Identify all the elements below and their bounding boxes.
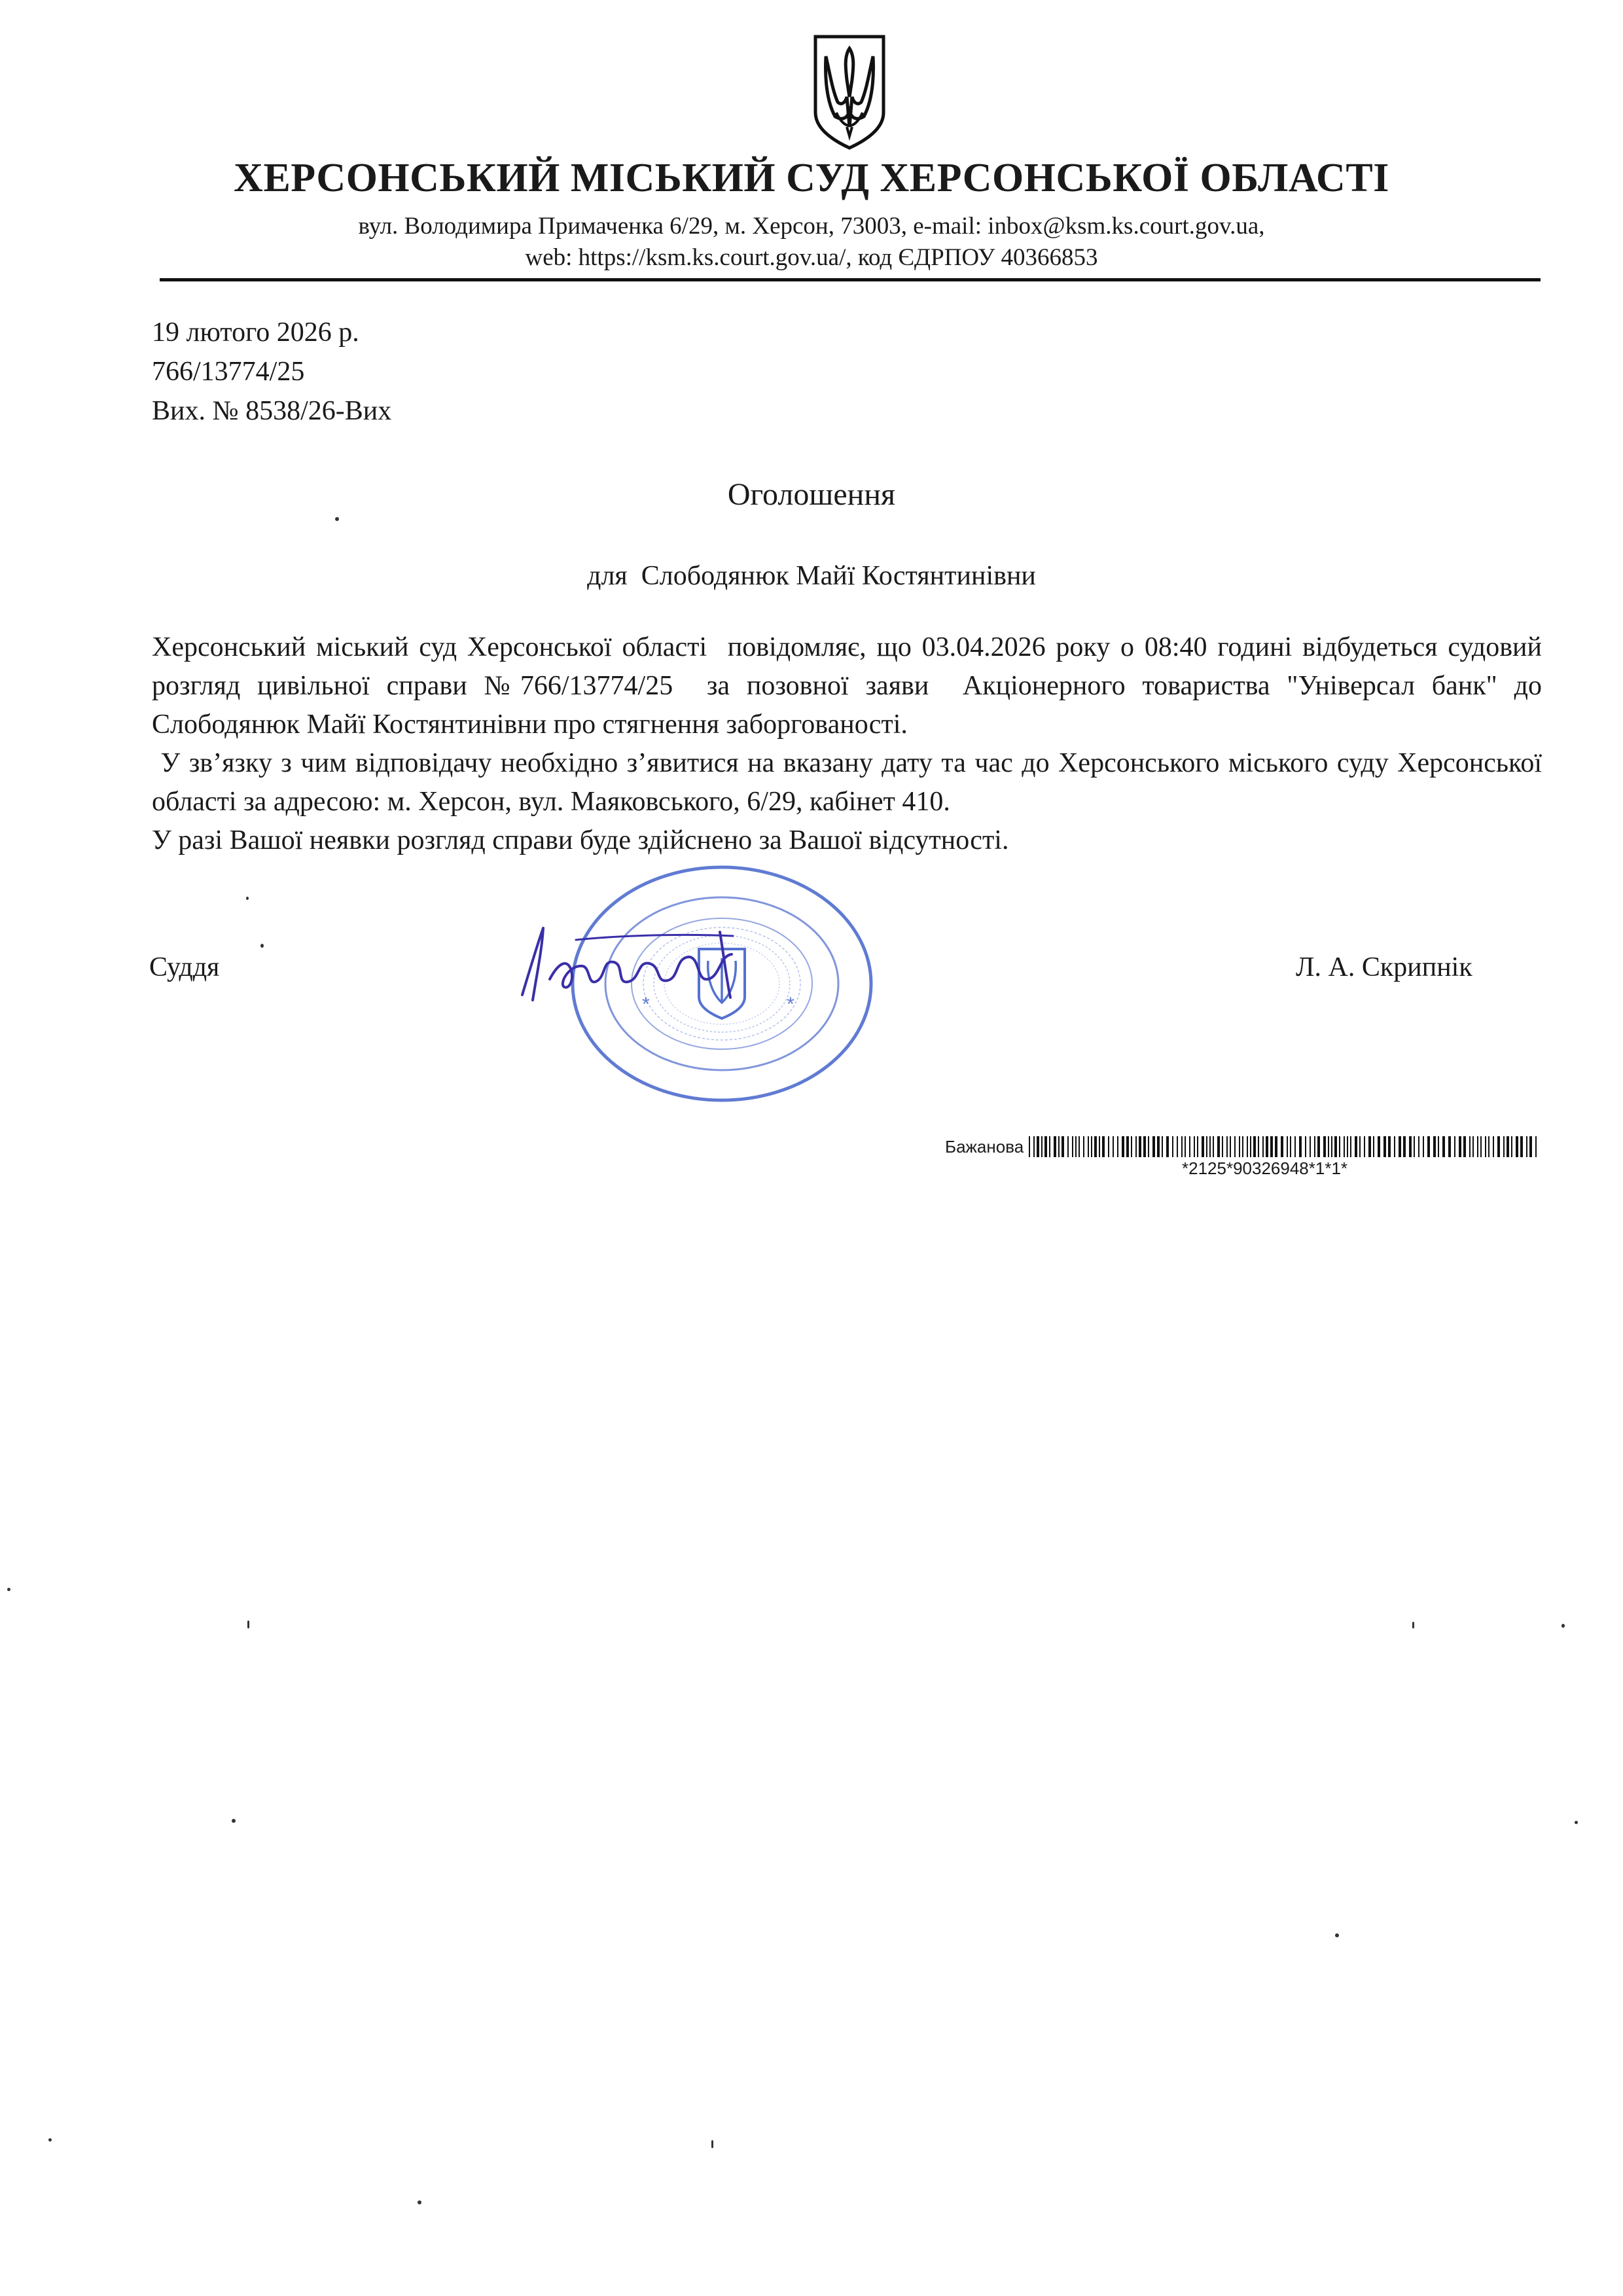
barcode-bar — [1516, 1136, 1518, 1157]
barcode-bar — [1427, 1136, 1430, 1157]
barcode-bar — [1281, 1136, 1283, 1157]
barcode-bar — [1529, 1136, 1532, 1157]
court-website: web: https://ksm.ks.court.gov.ua/, код ЄДРПОУ 40366853 — [525, 244, 1098, 271]
barcode-bar — [1189, 1136, 1190, 1157]
barcode-bar — [1344, 1136, 1345, 1157]
court-name: ХЕРСОНСЬКИЙ МІСЬКИЙ СУД ХЕРСОНСЬКОЇ ОБЛАСТІ — [234, 156, 1389, 200]
barcode-bar — [1262, 1136, 1264, 1157]
scan-speck — [418, 2200, 421, 2204]
barcode-bar — [1166, 1136, 1169, 1157]
barcode-bar — [1477, 1136, 1478, 1157]
judge-signature — [504, 916, 766, 1008]
barcode-bar — [1209, 1136, 1211, 1157]
barcode-bar — [1472, 1136, 1474, 1157]
barcode-bar — [1299, 1136, 1302, 1157]
barcode-bar — [1131, 1136, 1132, 1157]
barcode-bar — [1394, 1136, 1395, 1157]
barcode-bar — [1488, 1136, 1489, 1157]
barcode-owner-label: Бажанова — [945, 1137, 1024, 1157]
scan-speck — [1335, 1933, 1339, 1937]
barcode-bar — [1328, 1136, 1329, 1157]
barcode-bar — [1526, 1136, 1527, 1157]
barcode-bar — [1350, 1136, 1351, 1157]
barcode-bar — [1507, 1136, 1509, 1157]
barcode-bar — [1213, 1136, 1214, 1157]
announcement-body — [152, 628, 1549, 860]
barcode-bar — [1535, 1136, 1537, 1157]
barcode-bar — [1162, 1136, 1163, 1157]
announcement-recipient: для Слободянюк Майї Костянтинівни — [587, 561, 1036, 591]
barcode-bar — [1511, 1136, 1512, 1157]
barcode-bar — [1459, 1136, 1461, 1157]
barcode-bar — [1442, 1136, 1445, 1157]
barcode-bar — [1122, 1136, 1124, 1157]
barcode-bar — [1091, 1136, 1092, 1157]
barcode-bar — [1194, 1136, 1195, 1157]
barcode-bar — [1253, 1136, 1256, 1157]
barcode-bar — [1310, 1136, 1311, 1157]
barcode-bar — [1152, 1136, 1155, 1157]
court-address: вул. Володимира Примаченка 6/29, м. Херсон, 73003, e-mail: inbox@ksm.ks.court.gov.ua, — [358, 213, 1265, 240]
appearance-paragraph: У зв’язку з чим відповідачу необхідно з’явитися на вказану дату та час до Херсонського міського суду Херсонської області за адресою: м. Херсон, вул. Маяковського, 6/29, кабінет 410. — [152, 748, 1549, 817]
barcode-bar — [1226, 1136, 1228, 1157]
barcode-bar — [1305, 1136, 1306, 1157]
barcode-bar — [1409, 1136, 1412, 1157]
barcode-bar — [1331, 1136, 1332, 1157]
barcode-bar — [1033, 1136, 1035, 1157]
barcode-bar — [1418, 1136, 1419, 1157]
judge-role-label: Суддя — [149, 952, 220, 982]
barcode-bar — [1403, 1136, 1406, 1157]
barcode-bar — [1383, 1136, 1386, 1157]
scan-speck — [246, 897, 249, 900]
barcode-bar — [1378, 1136, 1380, 1157]
barcode-bar — [1075, 1136, 1077, 1157]
barcode-bar — [1314, 1136, 1315, 1157]
case-number: 766/13774/25 — [152, 357, 305, 387]
scan-speck — [711, 2140, 713, 2148]
barcode-bar — [1290, 1136, 1291, 1157]
barcode-bar — [1469, 1136, 1471, 1157]
barcode-bar — [1126, 1136, 1129, 1157]
barcode-bar — [1135, 1136, 1137, 1157]
barcode-bar — [1250, 1136, 1251, 1157]
barcode-bar — [1497, 1136, 1500, 1157]
barcode-bar — [1177, 1136, 1178, 1157]
barcode-bar — [1185, 1136, 1186, 1157]
announcement-title: Оголошення — [727, 477, 896, 512]
barcode-bar — [1388, 1136, 1391, 1157]
barcode-bar — [1094, 1136, 1097, 1157]
barcode-bar — [1157, 1136, 1160, 1157]
barcode-bar — [1323, 1136, 1326, 1157]
barcode-bar — [1463, 1136, 1466, 1157]
barcode-bar — [1503, 1136, 1505, 1157]
barcode-bar — [1234, 1136, 1236, 1157]
barcode-bar — [1061, 1136, 1064, 1157]
barcode-bar — [1083, 1136, 1084, 1157]
barcode-number: *2125*90326948*1*1* — [1182, 1158, 1348, 1178]
svg-text:*: * — [642, 994, 650, 1015]
barcode-bar — [1202, 1136, 1204, 1157]
barcode-bar — [1239, 1136, 1240, 1157]
barcode-bar — [1294, 1136, 1296, 1157]
scan-speck — [48, 2138, 52, 2142]
barcode-bar — [1172, 1136, 1173, 1157]
barcode-bar — [1230, 1136, 1231, 1157]
document-date: 19 лютого 2026 р. — [152, 317, 359, 348]
barcode-bar — [1102, 1136, 1105, 1157]
barcode-bar — [1148, 1136, 1149, 1157]
header-divider — [160, 278, 1541, 281]
trident-coat-of-arms-icon — [810, 34, 889, 151]
barcode-bar — [1099, 1136, 1100, 1157]
barcode-bar — [1117, 1136, 1118, 1157]
absence-paragraph: У разі Вашої неявки розгляд справи буде здійснено за Вашої відсутності. — [152, 825, 1009, 855]
barcode-bar — [1414, 1136, 1415, 1157]
barcode-bar — [1079, 1136, 1080, 1157]
barcode-bar — [1247, 1136, 1248, 1157]
barcode-bar — [1108, 1136, 1109, 1157]
scan-speck — [260, 944, 264, 948]
scan-speck — [7, 1588, 10, 1591]
barcode-bar — [1270, 1136, 1273, 1157]
barcode-bar — [1072, 1136, 1073, 1157]
barcode-bar — [1448, 1136, 1451, 1157]
barcode-bar — [1339, 1136, 1340, 1157]
barcode-bar — [1317, 1136, 1320, 1157]
scan-speck — [232, 1819, 236, 1823]
barcode-bar — [1520, 1136, 1523, 1157]
barcode-bar — [1266, 1136, 1268, 1157]
barcode-bar — [1054, 1136, 1056, 1157]
document-barcode — [1029, 1136, 1539, 1157]
barcode-bar — [1143, 1136, 1146, 1157]
barcode-bar — [1454, 1136, 1455, 1157]
barcode-bar — [1364, 1136, 1365, 1157]
barcode-bar — [1275, 1136, 1277, 1157]
barcode-bar — [1058, 1136, 1060, 1157]
barcode-bar — [1399, 1136, 1401, 1157]
barcode-bar — [1041, 1136, 1043, 1157]
barcode-bar — [1485, 1136, 1486, 1157]
barcode-bar — [1037, 1136, 1039, 1157]
barcode-bar — [1423, 1136, 1424, 1157]
scan-speck — [335, 517, 339, 521]
scan-speck — [1575, 1821, 1578, 1824]
judge-name: Л. А. Скрипнік — [1296, 952, 1472, 982]
barcode-bar — [1258, 1136, 1259, 1157]
svg-text:*: * — [787, 994, 794, 1015]
barcode-bar — [1287, 1136, 1288, 1157]
barcode-bar — [1113, 1136, 1114, 1157]
barcode-bar — [1206, 1136, 1207, 1157]
barcode-bar — [1368, 1136, 1371, 1157]
barcode-bar — [1181, 1136, 1183, 1157]
barcode-bar — [1355, 1136, 1357, 1157]
outgoing-number: Вих. № 8538/26-Вих — [152, 396, 392, 426]
scan-speck — [247, 1621, 249, 1628]
barcode-bar — [1433, 1136, 1436, 1157]
barcode-bar — [1359, 1136, 1361, 1157]
barcode-bar — [1049, 1136, 1050, 1157]
barcode-bar — [1493, 1136, 1494, 1157]
barcode-bar — [1088, 1136, 1089, 1157]
barcode-bar — [1197, 1136, 1198, 1157]
barcode-bar — [1217, 1136, 1220, 1157]
barcode-bar — [1029, 1136, 1030, 1157]
barcode-bar — [1044, 1136, 1047, 1157]
barcode-bar — [1373, 1136, 1374, 1157]
scan-speck — [1412, 1622, 1414, 1628]
barcode-bar — [1334, 1136, 1337, 1157]
barcode-bar — [1222, 1136, 1223, 1157]
barcode-bar — [1438, 1136, 1439, 1157]
barcode-bar — [1480, 1136, 1482, 1157]
barcode-bar — [1347, 1136, 1348, 1157]
scan-speck — [1561, 1624, 1565, 1628]
hearing-notice-paragraph: Херсонський міський суд Херсонської області повідомляє, що 03.04.2026 року о 08:40 годині відбудеться судовий розгляд цивільної справи №766/13774/25 за позовної заяви Акціонерного товариства "Універсал банк" до Слободянюк Майї Костянтинівни про стягнення заборгованості. — [152, 632, 1549, 740]
barcode-bar — [1067, 1136, 1069, 1157]
barcode-bar — [1139, 1136, 1141, 1157]
barcode-bar — [1242, 1136, 1243, 1157]
